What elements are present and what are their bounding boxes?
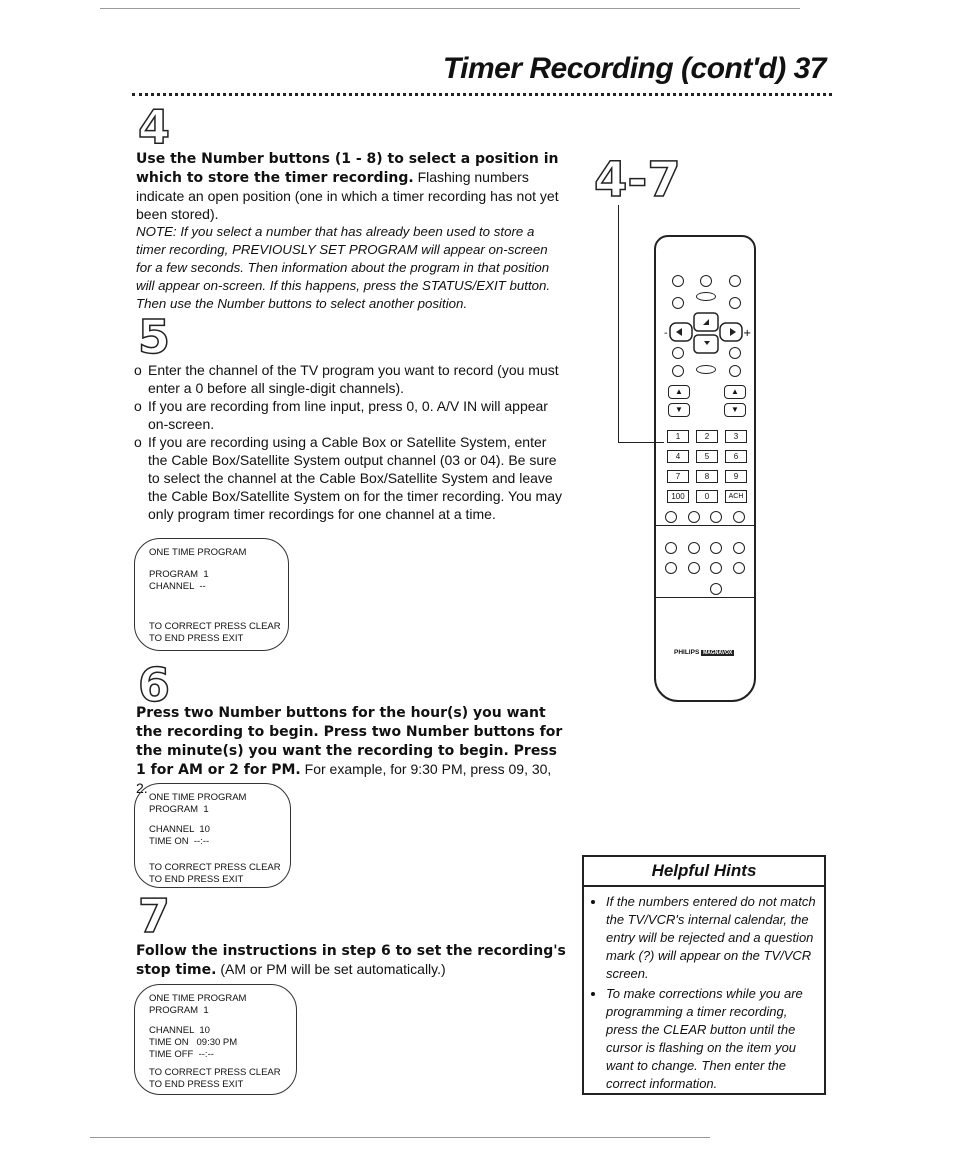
step-5-list: [134, 361, 564, 523]
status-exit-button: [672, 365, 684, 377]
remote-divider: [656, 525, 754, 526]
mute-button: [700, 275, 712, 287]
step-5-screen: [134, 538, 289, 651]
step-7-text: (AM or PM will be set automatically.): [220, 961, 446, 977]
screen-footer: TO CORRECT PRESS CLEAR: [149, 621, 281, 632]
key-100: 100: [667, 490, 689, 503]
ch-up-button: ▲: [724, 385, 746, 399]
screen-line: PROGRAM 1: [149, 1005, 209, 1016]
record-button: [665, 511, 677, 523]
tracking-up-button: [710, 562, 722, 574]
clear-button: [729, 365, 741, 377]
screen-line: CHANNEL 10: [149, 1025, 210, 1036]
step-6-number: 6: [138, 658, 171, 712]
svg-text:+: +: [743, 328, 752, 339]
vol-down-button: ▼: [668, 403, 690, 417]
list-item: o If you are recording from line input, press 0, 0. A/V IN will appear on-screen.: [134, 397, 564, 433]
top-rule: [100, 8, 800, 9]
list-item: • To make corrections while you are programming a timer recording, press the CLEAR button until the cursor is flashing on the item you want to change. Then enter the correct information.: [606, 985, 816, 1093]
screen-footer: TO END PRESS EXIT: [149, 874, 244, 885]
step-5-number: 5: [138, 310, 171, 364]
screen-line: CHANNEL --: [149, 581, 206, 592]
eject-button: [729, 275, 741, 287]
step-6-lead: Press two Number buttons for the hour(s) you want the recording to begin. Press two Number buttons for the minute(s) you want the recording to begin. Press 1 for AM or 2 for PM.: [136, 705, 563, 778]
step-4-body: [136, 149, 564, 313]
remote-divider: [656, 597, 754, 598]
key-7: 7: [667, 470, 689, 483]
key-ach: ACH: [725, 490, 747, 503]
bottom-rule: [90, 1137, 710, 1138]
screen-line: PROGRAM 1: [149, 569, 209, 580]
counter-button: [688, 562, 700, 574]
brand-magnavox: MAGNAVOX: [703, 650, 733, 656]
vol-up-button: ▲: [668, 385, 690, 399]
stop-button: [688, 511, 700, 523]
step-6-screen: [134, 783, 291, 888]
remote-control: [654, 235, 756, 702]
button: [710, 542, 722, 554]
list-item: o If you are recording using a Cable Box or Satellite System, enter the Cable Box/Satellite System output channel (03 or 04). Be sure to select the channel at the Cable Box/Satellite System and leave the Cable Box/Satellite System on for the timer recording. You may only program timer recordings for one channel at a time.: [134, 433, 564, 523]
step-4-note: NOTE: If you select a number that has already been used to store a timer recording, PREVIOUSLY SET PROGRAM will appear on-screen for a few seconds. Then information about the program in that position will appear on-screen. If this happens, press the STATUS/EXIT button. Then use the Number buttons to select another position.: [136, 224, 551, 311]
power-button: [696, 292, 716, 301]
connector-line: [618, 205, 619, 443]
smart-sound-button: [665, 542, 677, 554]
brand-philips: PHILIPS: [674, 649, 700, 656]
hints-list: [584, 893, 824, 1093]
step-6-text: For example, for 9:30 PM, press 09, 30, 2.: [136, 761, 552, 796]
slow-button: [672, 347, 684, 359]
cable-box-button: [665, 562, 677, 574]
dotted-divider: [132, 93, 832, 96]
remote-brand: [674, 649, 734, 656]
screen-line: TIME OFF --:--: [149, 1049, 214, 1060]
screen-line: TIME ON 09:30 PM: [149, 1037, 238, 1048]
step-4-lead: Use the Number buttons (1 - 8) to select a position in which to store the timer recording.: [136, 151, 559, 186]
screen-line: [149, 1017, 282, 1025]
vcr-plus-button: [729, 297, 741, 309]
skip-search-button: [710, 583, 722, 595]
ch-down-button: ▼: [724, 403, 746, 417]
key-0: 0: [696, 490, 718, 503]
fwd-button: [729, 347, 741, 359]
screen-line: [149, 816, 276, 824]
helpful-hints-box: [582, 855, 826, 1095]
step-4-number: 4: [138, 100, 171, 154]
step-7-number: 7: [138, 889, 171, 943]
sleep-button: [672, 275, 684, 287]
page-title: Timer Recording (cont'd) 37: [442, 52, 826, 85]
screen-footer: TO CORRECT PRESS CLEAR: [149, 862, 281, 873]
list-item: o Enter the channel of the TV program you want to record (you must enter a 0 before all single-digit channels).: [134, 361, 564, 397]
svg-text:-: -: [664, 328, 668, 339]
hints-title: Helpful Hints: [584, 857, 824, 887]
tracking-down-button: [733, 562, 745, 574]
button: [733, 542, 745, 554]
memory-button: [688, 542, 700, 554]
figure-label: 4-7: [594, 152, 681, 208]
screen-footer: TO END PRESS EXIT: [149, 1079, 244, 1090]
key-3: 3: [725, 430, 747, 443]
step-7-screen: [134, 984, 297, 1095]
rewind-button: [733, 511, 745, 523]
pause-button: [672, 297, 684, 309]
screen-title: ONE TIME PROGRAM: [149, 792, 247, 803]
key-4: 4: [667, 450, 689, 463]
screen-line: PROGRAM 1: [149, 804, 209, 815]
key-5: 5: [696, 450, 718, 463]
key-2: 2: [696, 430, 718, 443]
key-6: 6: [725, 450, 747, 463]
list-item: • If the numbers entered do not match the TV/VCR's internal calendar, the entry will be rejected and a question mark (?) will appear on the TV/VCR screen.: [606, 893, 816, 983]
key-1: 1: [667, 430, 689, 443]
screen-line: TIME ON --:--: [149, 836, 210, 847]
play-button: [710, 511, 722, 523]
menu-button: [696, 365, 716, 374]
screen-line: CHANNEL 10: [149, 824, 210, 835]
screen-title: ONE TIME PROGRAM: [149, 547, 247, 558]
screen-title: ONE TIME PROGRAM: [149, 993, 247, 1004]
key-9: 9: [725, 470, 747, 483]
screen-footer: TO END PRESS EXIT: [149, 633, 244, 644]
step-7-body: [136, 941, 566, 979]
screen-footer: TO CORRECT PRESS CLEAR: [149, 1067, 281, 1078]
step-7-lead: Follow the instructions in step 6 to set the recording's stop time.: [136, 943, 566, 978]
key-8: 8: [696, 470, 718, 483]
step-4-text: Flashing numbers indicate an open position (one in which a timer recording has not yet been stored).: [136, 169, 559, 222]
